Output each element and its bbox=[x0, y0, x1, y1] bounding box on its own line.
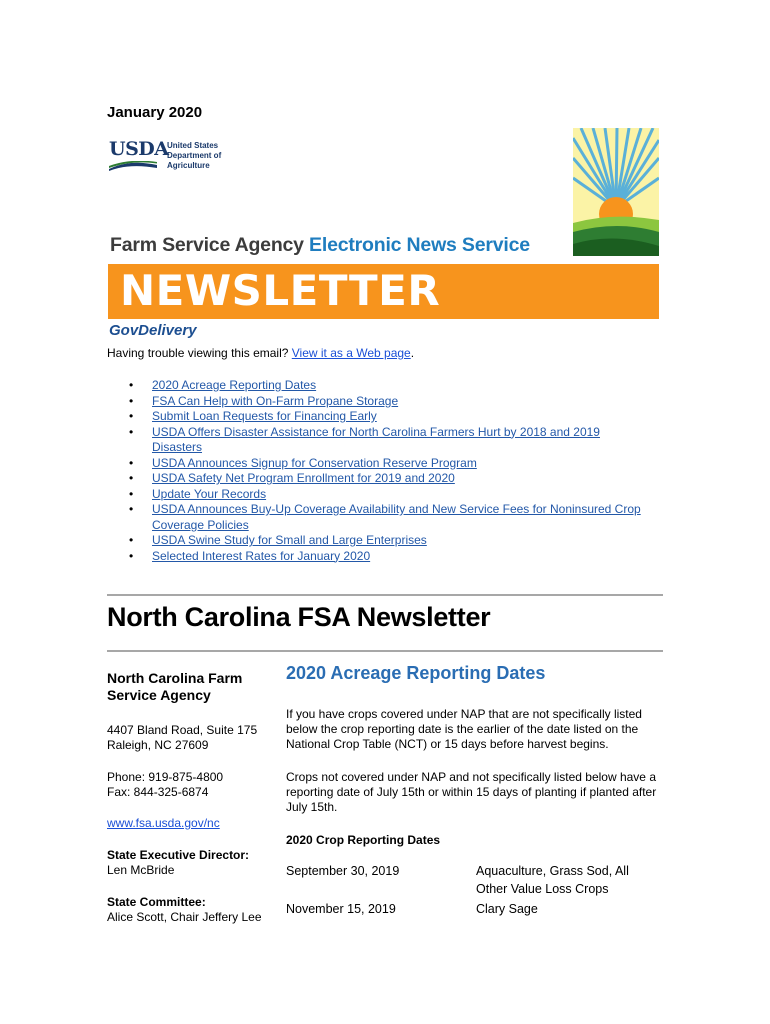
page-title: North Carolina FSA Newsletter bbox=[107, 602, 491, 632]
trouble-suffix: . bbox=[410, 346, 415, 360]
trouble-text: Having trouble viewing this email? bbox=[107, 346, 292, 360]
toc-item bbox=[107, 533, 642, 549]
office-contact bbox=[107, 770, 282, 800]
row-crops: Aquaculture, Grass Sod, All Other Value Loss Crops bbox=[476, 864, 629, 896]
issue-date: January 2020 bbox=[107, 104, 203, 121]
director-label: State Executive Director: bbox=[107, 848, 250, 862]
web-version-link[interactable]: View it as a Web page bbox=[291, 346, 411, 360]
article-title: 2020 Acreage Reporting Dates bbox=[286, 663, 546, 683]
sunrise-field-graphic bbox=[573, 128, 659, 256]
committee-members: Alice Scott, Chair Jeffery Lee bbox=[107, 910, 262, 924]
toc-item bbox=[107, 502, 642, 533]
table-of-contents bbox=[107, 378, 663, 564]
toc-link[interactable]: 2020 Acreage Reporting Dates bbox=[152, 378, 317, 392]
article bbox=[286, 663, 664, 916]
toc-link[interactable]: USDA Safety Net Program Enrollment for 2019 and 2020 bbox=[152, 471, 455, 485]
office-address bbox=[107, 723, 282, 753]
toc-item bbox=[107, 409, 642, 425]
table-heading: 2020 Crop Reporting Dates bbox=[286, 833, 441, 847]
article-paragraph: If you have crops covered under NAP that are not specifically listed below the crop reporting date is the earlier of the date listed on the National Crop Table (NCT) or 15 days before harvest begins. bbox=[286, 707, 642, 751]
divider bbox=[107, 650, 663, 652]
toc-link[interactable]: USDA Announces Signup for Conservation Reserve Program bbox=[152, 455, 477, 470]
office-website bbox=[107, 816, 282, 831]
row-crops: Clary Sage bbox=[476, 902, 538, 916]
toc-item bbox=[107, 549, 642, 565]
toc-item bbox=[107, 394, 642, 410]
crop-dates-table bbox=[286, 862, 664, 930]
govdelivery-logo: GovDelivery bbox=[109, 322, 197, 339]
address-line: Raleigh, NC 27609 bbox=[107, 738, 209, 752]
toc-link[interactable]: Update Your Records bbox=[152, 486, 267, 501]
usda-name-line: Department of bbox=[167, 151, 222, 160]
fsa-title-service: Electronic News Service bbox=[309, 234, 530, 256]
usda-swoosh-icon bbox=[109, 161, 157, 171]
usda-logo-word: USDA bbox=[109, 138, 169, 160]
director-block bbox=[107, 848, 282, 878]
phone-number: Phone: 919-875-4800 bbox=[107, 770, 224, 784]
toc-item bbox=[107, 487, 642, 503]
table-row bbox=[286, 900, 664, 930]
toc-item bbox=[107, 425, 642, 456]
usda-name-line: Agriculture bbox=[167, 161, 210, 170]
fsa-title-agency: Farm Service Agency bbox=[110, 234, 310, 256]
address-line: 4407 Bland Road, Suite 175 bbox=[107, 723, 258, 737]
table-row bbox=[286, 862, 664, 900]
usda-name-line: United States bbox=[167, 141, 219, 150]
banner-text: NEWSLETTER bbox=[120, 266, 441, 315]
toc-item bbox=[107, 471, 642, 487]
newsletter-banner bbox=[108, 264, 659, 319]
toc-link[interactable]: USDA Swine Study for Small and Large Enterprises bbox=[152, 533, 427, 547]
toc-link[interactable]: Selected Interest Rates for January 2020 bbox=[152, 548, 371, 563]
trouble-viewing bbox=[107, 346, 414, 360]
toc-item bbox=[107, 456, 642, 472]
website-link[interactable]: www.fsa.usda.gov/nc bbox=[107, 816, 220, 830]
office-name: North Carolina Farm Service Agency bbox=[107, 670, 243, 703]
row-date: November 15, 2019 bbox=[286, 902, 396, 916]
committee-label: State Committee: bbox=[107, 895, 206, 909]
row-date: September 30, 2019 bbox=[286, 864, 400, 878]
divider bbox=[107, 594, 663, 596]
article-paragraph: Crops not covered under NAP and not specifically listed below have a reporting date of July 15th or within 15 days of planting if planted after July 15th. bbox=[286, 770, 657, 814]
director-name: Len McBride bbox=[107, 863, 175, 877]
toc-item bbox=[107, 378, 642, 394]
toc-link[interactable]: Submit Loan Requests for Financing Early bbox=[152, 409, 377, 423]
toc-link[interactable]: USDA Offers Disaster Assistance for North Carolina Farmers Hurt by 2018 and 2019 Disasters bbox=[152, 424, 600, 454]
usda-name bbox=[167, 141, 221, 171]
toc-link[interactable]: USDA Announces Buy-Up Coverage Availability and New Service Fees for Noninsured Crop Coverage Policies bbox=[152, 502, 641, 532]
fsa-title bbox=[110, 234, 530, 257]
usda-logo bbox=[109, 138, 239, 174]
committee-block bbox=[107, 895, 282, 925]
fax-number: Fax: 844-325-6874 bbox=[107, 785, 209, 799]
toc-link[interactable]: FSA Can Help with On-Farm Propane Storage bbox=[152, 393, 399, 408]
